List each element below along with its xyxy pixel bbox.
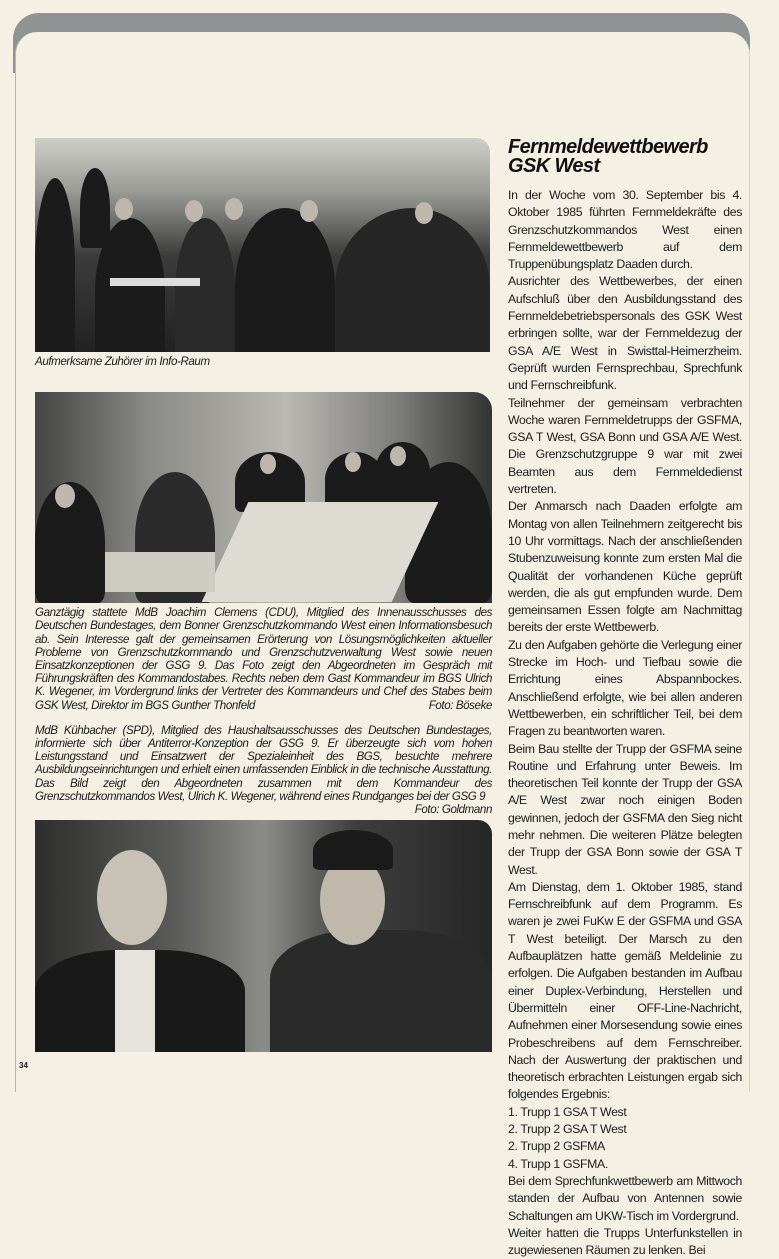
article-column	[508, 138, 742, 1259]
photo-tour-gsg9	[35, 820, 492, 1052]
photo-column	[35, 138, 492, 1052]
photo-info-room-audience	[35, 138, 490, 352]
article-paragraph: In der Woche vom 30. September bis 4. Oktober 1985 führten Fernmeldekräfte des Grenzschutzkommandos West einen Fernmeldewettbewerb auf dem Truppenübungsplatz Daaden durch.	[508, 188, 742, 272]
page-number: 34	[19, 1061, 28, 1070]
article-paragraph: Zu den Aufgaben gehörte die Verlegung einer Strecke im Hoch- und Tiefbau sowie die Errichtung eines Abspannbockes. Anschließend erfolgte, wie bei allen anderen Wettbewerben, ein schriftlicher Teil, bei dem Fragen zu beantworten waren.	[508, 637, 742, 739]
article-title-line1: Fernmeldewettbewerb	[508, 136, 708, 158]
article-paragraph: Weiter hatten die Trupps Unterfunkstellen in zugewiesenen Räumen zu lenken. Bei	[508, 1225, 742, 1258]
article-paragraph: Teilnehmer der gemeinsam verbrachten Woche waren Fernmeldetrupps der GSFMA, GSA T West, GSA Bonn und GSA A/E West. Die Grenzschutzgruppe 9 war mit zwei Beamten aus dem Fernmeldedienst vertreten.	[508, 395, 742, 497]
photo2-caption	[35, 606, 492, 712]
photo-meeting-table	[35, 392, 492, 603]
result-item: 1. Trupp 1 GSA T West	[508, 1104, 627, 1119]
photo3-credit: Foto: Goldmann	[414, 803, 492, 817]
photo3-caption-text: MdB Kühbacher (SPD), Mitglied des Haushaltsausschusses des Deutschen Bundestages, informierte sich über Antiterror-Konzeption der GSG 9. Er überzeugte sich vom hohen Leistungsstand und Einsatzwert der Spezialeinheit des BGS, besuchte mehrere Ausbildungseinrichtungen und erhielt einen umfassenden Einblick in die technische Ausstattung. Das Bild zeigt den Abgeordneten zusammen mit dem Kommandeur des Grenzschutzkommandos West, Ulrich K. Wegener, während eines Rundganges bei der GSG 9	[35, 723, 492, 803]
photo2-credit: Foto: Böseke	[428, 698, 492, 712]
article-paragraph: Der Anmarsch nach Daaden erfolgte am Montag von allen Teilnehmern zeitgerecht bis 10 Uhr vormittags. Nach der anschließenden Stubenzuweisung konnte zum ersten Mal die Qualität der vorhandenen Küche geprüft werden, die als gut empfunden wurde. Dem gemeinsamen Essen folgte am Nachmittag bereits der erste Wettbewerb.	[508, 499, 742, 635]
photo3-caption	[35, 724, 492, 816]
article-title	[508, 138, 742, 176]
article-paragraph: Am Dienstag, dem 1. Oktober 1985, stand Fernschreibfunk auf dem Programm. Es waren je zwei FuKw E der GSFMA und GSA T West beteiligt. Der Marsch zu den Aufbauplätzen hatte gemäß Meldelinie zu erfolgen. Die Aufgaben bestanden im Aufbau einer Duplex-Verbindung, Herstellen und Übermitteln einer OFF-Line-Nachricht, Aufnehmen einer Morsesendung sowie eines Probeschreibens auf dem Fernschreiber. Nach der Auswertung der praktischen und theoretisch erbrachten Leistungen ergab sich folgendes Ergebnis:	[508, 879, 742, 1102]
article-paragraph: Ausrichter des Wettbewerbes, der einen Aufschluß über den Ausbildungsstand des Fernmeldebetriebspersonals des GSK West erbringen sollte, war der Fernmeldezug der GSA A/E West in Swisttal-Heimerzheim. Geprüft wurden Fernsprechbau, Sprechfunk und Fernschreibfunk.	[508, 274, 742, 393]
photo2-caption-text: Ganztägig stattete MdB Joachim Clemens (CDU), Mitglied des Innenausschusses des Deutschen Bundestages, dem Bonner Grenzschutzkommando West einen Informationsbesuch ab. Sein Interesse galt der gemeinsamen Erörterung von Lösungsmöglichkeiten aktueller Probleme von Grenzschutzkommando und Grenzschutzverwaltung West sowie neuen Einsatzkonzeptionen der GSG 9. Das Foto zeigt den Abgeordneten im Gespräch mit Führungskräften des Kommandostabes. Rechts neben dem Gast Kommandeur im BGS Ulrich K. Wegener, im Vordergrund links der Vertreter des Kommandeurs und Chef des Stabes beim GSK West, Direktor im BGS Gunther Thonfeld	[35, 606, 492, 712]
article-paragraph: Bei dem Sprechfunkwettbewerb am Mittwoch standen der Aufbau von Antennen sowie Schaltungen am UKW-Tisch im Vordergrund.	[508, 1173, 742, 1223]
result-item: 2. Trupp 2 GSFMA	[508, 1139, 605, 1154]
result-item: 2. Trupp 2 GSA T West	[508, 1122, 627, 1137]
result-item: 4. Trupp 1 GSFMA.	[508, 1156, 608, 1171]
results-list	[508, 1104, 742, 1173]
article-title-line2: GSK West	[508, 155, 600, 177]
photo1-caption: Aufmerksame Zuhörer im Info-Raum	[35, 355, 210, 368]
article-paragraph: Beim Bau stellte der Trupp der GSFMA seine Routine und Erfahrung unter Beweis. Im theoretischen Teil konnte der Trupp der GSA A/E West zwar noch einigen Boden gewinnen, jedoch der GSFMA den Sieg nicht mehr nehmen. Die weiteren Plätze belegten der Trupp der GSA Bonn sowie der GSA T West.	[508, 741, 742, 877]
